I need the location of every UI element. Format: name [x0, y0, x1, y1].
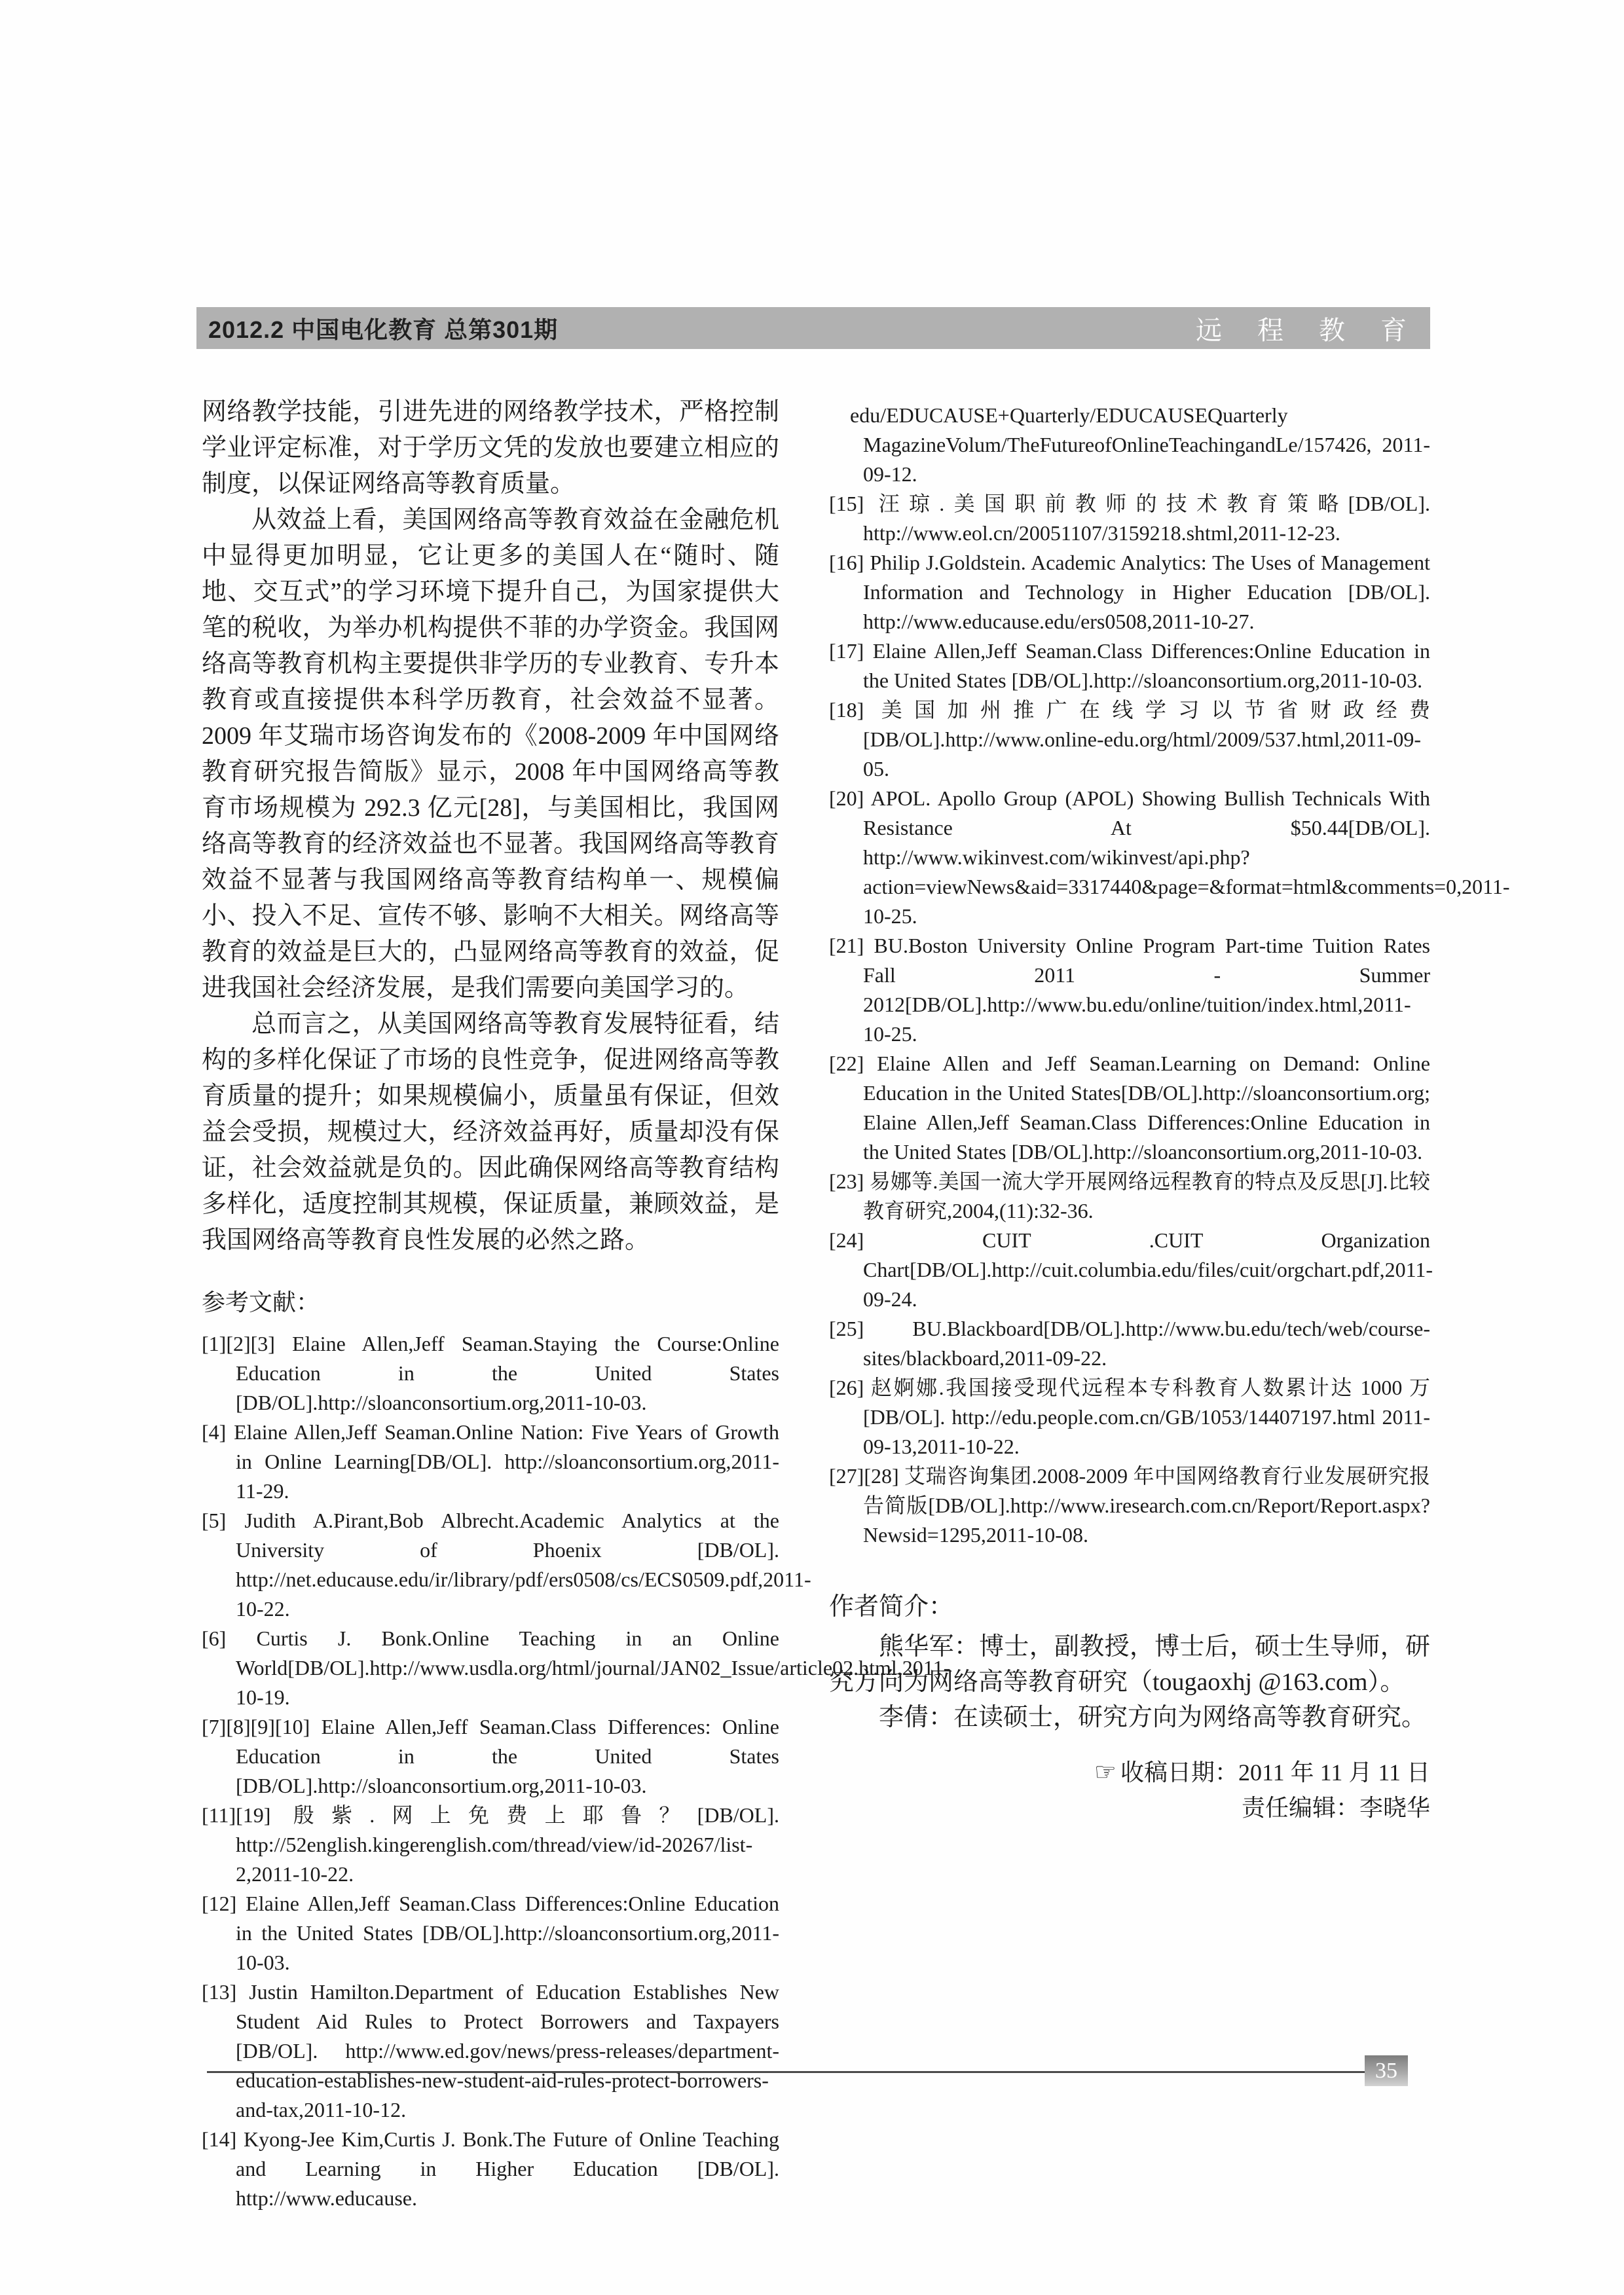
reference-item: [20] APOL. Apollo Group (APOL) Showing Bullish Technicals With Resistance At $50.44[DB/OL]. http://www.wikinvest.com/wikinvest/api.php?action=viewNews&aid=3317440&page=&format=html&comments=0,2011-10-25.: [829, 786, 1510, 928]
reference-item: [25] BU.Blackboard[DB/OL].http://www.bu.edu/tech/web/course-sites/blackboard,2011-09-22.: [829, 1317, 1430, 1370]
footer-rule: [207, 2071, 1365, 2073]
header-bar: [196, 307, 1430, 349]
reference-item: [13] Justin Hamilton.Department of Education Establishes New Student Aid Rules to Protect Borrowers and Taxpayers [DB/OL]. http://www.ed.gov/news/press-releases/department-education-establishes-new-student-aid-rules-protect-borrowers-and-tax,2011-10-12.: [202, 1980, 779, 2121]
reference-item: [23] 易娜等.美国一流大学开展网络远程教育的特点及反思[J].比较教育研究,2004,(11):32-36.: [829, 1169, 1430, 1222]
reference-item: [11][19] 殷紫.网上免费上耶鲁？[DB/OL]. http://52english.kingerenglish.com/thread/view/id-20267/list-2,2011-10-22.: [202, 1803, 779, 1886]
references-heading: 参考文献：: [202, 1289, 320, 1315]
body-paragraph: 从效益上看，美国网络高等教育效益在金融危机中显得更加明显，它让更多的美国人在“随时、随地、交互式”的学习环境下提升自己，为国家提供大笔的税收，为举办机构提供不菲的办学资金。我国网络高等教育机构主要提供非学历的专业教育、专升本教育或直接提供本科学历教育，社会效益不显著。2009 年艾瑞市场咨询发布的《2008-2009 年中国网络教育研究报告简版》显示，2008 年中国网络高等教育市场规模为 292.3 亿元[28]，与美国相比，我国网络高等教育的经济效益也不显著。我国网络高等教育效益不显著与我国网络高等教育结构单一、规模偏小、投入不足、宣传不够、影响不大相关。网络高等教育的效益是巨大的，凸显网络高等教育的效益，促进我国社会经济发展，是我们需要向美国学习的。: [202, 506, 779, 1002]
reference-item: [21] BU.Boston University Online Program Part-time Tuition Rates Fall 2011 - Summer 2012[DB/OL].http://www.bu.edu/online/tuition/index.html,2011-10-25.: [829, 934, 1430, 1046]
author-bios: [829, 1629, 1430, 1735]
reference-item: [22] Elaine Allen and Jeff Seaman.Learning on Demand: Online Education in the United States[DB/OL].http://sloanconsortium.org; Elaine Allen,Jeff Seaman.Class Differences:Online Education in the United States [DB/OL].http://sloanconsortium.org,2011-10-03.: [829, 1052, 1430, 1164]
editor-line: 责任编辑：李晓华: [1241, 1795, 1430, 1821]
reference-item: [17] Elaine Allen,Jeff Seaman.Class Differences:Online Education in the United States [DB/OL].http://sloanconsortium.org,2011-10-03.: [829, 639, 1430, 692]
reference-item: [14] Kyong-Jee Kim,Curtis J. Bonk.The Future of Online Teaching and Learning in Higher Education [DB/OL]. http://www.educause.: [202, 2127, 779, 2210]
reference-item: [24] CUIT .CUIT Organization Chart[DB/OL].http://cuit.columbia.edu/files/cuit/orgchart.pdf,2011-09-24.: [829, 1228, 1433, 1311]
reference-continuation: edu/EDUCAUSE+Quarterly/EDUCAUSEQuarterly MagazineVolum/TheFutureofOnlineTeachingandLe/157426, 2011-09-12.: [850, 403, 1430, 486]
body-paragraph: 网络教学技能，引进先进的网络教学技术，严格控制学业评定标准，对于学历文凭的发放也要建立相应的制度，以保证网络高等教育质量。: [202, 398, 779, 498]
reference-item: [12] Elaine Allen,Jeff Seaman.Class Differences:Online Education in the United States [DB/OL].http://sloanconsortium.org,2011-10-03.: [202, 1892, 779, 1974]
reference-item: [16] Philip J.Goldstein. Academic Analytics: The Uses of Management Information and Technology in Higher Education [DB/OL]. http://www.educause.edu/ers0508,2011-10-27.: [829, 551, 1430, 633]
reference-item: [6] Curtis J. Bonk.Online Teaching in an Online World[DB/OL].http://www.usdla.org/html/journal/JAN02_Issue/article02.html,2011-10-19.: [202, 1626, 951, 1709]
page-number-badge: [1365, 2055, 1408, 2086]
received-date-line: [829, 1755, 1430, 1790]
right-column: [829, 401, 1510, 1826]
reference-item: [7][8][9][10] Elaine Allen,Jeff Seaman.Class Differences: Online Education in the United States [DB/OL].http://sloanconsortium.org,2011-10-03.: [202, 1715, 779, 1797]
reference-item: [15] 汪琼.美国职前教师的技术教育策略[DB/OL]. http://www.eol.cn/20051107/3159218.shtml,2011-12-23.: [829, 492, 1430, 545]
body-paragraph: 总而言之，从美国网络高等教育发展特征看，结构的多样化保证了市场的良性竞争，促进网络高等教育质量的提升；如果规模偏小，质量虽有保证，但效益会受损，规模过大，经济效益再好，质量却没有保证，社会效益就是负的。因此确保网络高等教育结构多样化，适度控制其规模，保证质量，兼顾效益，是我国网络高等教育良性发展的必然之路。: [202, 1010, 779, 1254]
page-number: 35: [1375, 2058, 1397, 2083]
author-bio-heading: 作者简介：: [829, 1593, 954, 1621]
journal-issue-info: 2012.2 中国电化教育 总第301期: [208, 316, 559, 343]
reference-item: [5] Judith A.Pirant,Bob Albrecht.Academic Analytics at the University of Phoenix [DB/OL]. http://net.educause.edu/ir/library/pdf/ers0508/cs/ECS0509.pdf,2011-10-22.: [202, 1509, 811, 1621]
received-date: 收稿日期：2011 年 11 月 11 日: [1120, 1759, 1430, 1786]
reference-item: [26] 赵婀娜.我国接受现代远程本专科教育人数累计达 1000 万[DB/OL]. http://edu.people.com.cn/GB/1053/14407197.html 2011-09-13,2011-10-22.: [829, 1376, 1430, 1458]
manuscript-meta: [829, 1755, 1430, 1826]
reference-item: [27][28] 艾瑞咨询集团.2008-2009 年中国网络教育行业发展研究报告简版[DB/OL].http://www.iresearch.com.cn/Report/Report.aspx?Newsid=1295,2011-10-08.: [829, 1464, 1430, 1547]
section-title: 远 程 教 育: [1196, 315, 1421, 345]
reference-item: [4] Elaine Allen,Jeff Seaman.Online Nation: Five Years of Growth in Online Learning[DB/OL]. http://sloanconsortium.org,2011-11-29.: [202, 1420, 779, 1503]
body-paragraphs: [202, 394, 779, 1258]
pointing-hand-icon: ☞: [1094, 1759, 1116, 1786]
reference-item: [18] 美国加州推广在线学习以节省财政经费[DB/OL].http://www.online-edu.org/html/2009/537.html,2011-09-05.: [829, 698, 1430, 780]
author-bio: 熊华军：博士，副教授，博士后，硕士生导师，研究方向为网络高等教育研究（tougaoxhj @163.com）。: [829, 1633, 1430, 1696]
author-bio: 李倩：在读硕士，研究方向为网络高等教育研究。: [879, 1704, 1427, 1731]
references-list-right: [829, 489, 1510, 1550]
reference-item: [1][2][3] Elaine Allen,Jeff Seaman.Staying the Course:Online Education in the United States [DB/OL].http://sloanconsortium.org,2011-10-03.: [202, 1332, 779, 1414]
